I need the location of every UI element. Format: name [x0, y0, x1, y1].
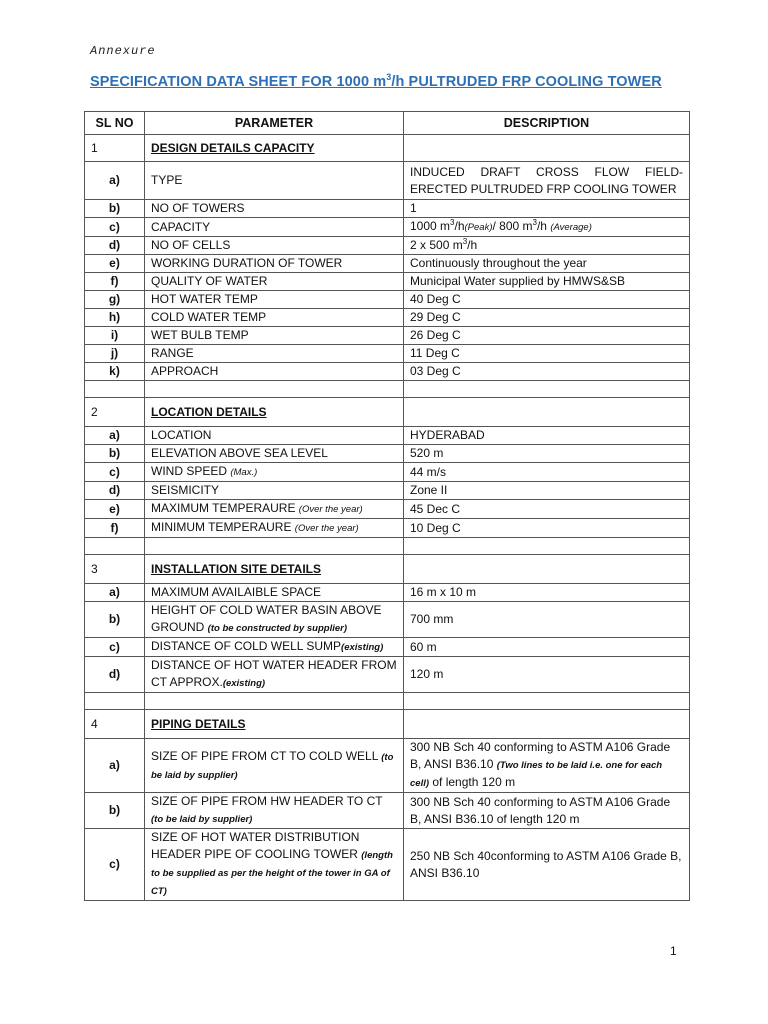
row-parameter — [145, 602, 404, 638]
row-index: f) — [85, 519, 145, 538]
capacity-average: / 800 m — [492, 219, 533, 233]
annexure-label: Annexure — [90, 44, 156, 58]
row-description: 44 m/s — [404, 463, 690, 482]
table-row — [85, 829, 690, 901]
superscript: 3 — [532, 218, 537, 227]
row-description: 26 Deg C — [404, 327, 690, 345]
header-sl-no: SL NO — [85, 112, 145, 135]
header-parameter: PARAMETER — [145, 112, 404, 135]
param-text: WIND SPEED — [151, 464, 231, 478]
row-description: 1 — [404, 200, 690, 218]
page-number: 1 — [670, 944, 677, 958]
title-text: SPECIFICATION DATA SHEET FOR 1000 m — [90, 74, 387, 90]
note: (existing) — [341, 642, 384, 653]
section-title: INSTALLATION SITE DETAILS — [145, 555, 404, 584]
table-row — [85, 273, 690, 291]
section-row — [85, 555, 690, 584]
section-row — [85, 135, 690, 162]
table-row — [85, 584, 690, 602]
row-parameter — [145, 657, 404, 693]
title-text-tail: /h PULTRUDED FRP COOLING TOWER — [391, 74, 662, 90]
section-row — [85, 398, 690, 427]
row-description: 60 m — [404, 638, 690, 657]
table-row — [85, 793, 690, 829]
spacer-row — [85, 381, 690, 398]
section-number: 1 — [85, 135, 145, 162]
table-row — [85, 327, 690, 345]
section-number: 3 — [85, 555, 145, 584]
row-description: Continuously throughout the year — [404, 255, 690, 273]
empty-cell — [404, 538, 690, 555]
row-index: a) — [85, 584, 145, 602]
empty-cell — [85, 693, 145, 710]
empty-cell — [404, 398, 690, 427]
table-row — [85, 200, 690, 218]
row-index: i) — [85, 327, 145, 345]
row-parameter: SEISMICITY — [145, 482, 404, 500]
table-row — [85, 255, 690, 273]
row-parameter: LOCATION — [145, 427, 404, 445]
param-text: MINIMUM TEMPERAURE — [151, 520, 295, 534]
row-description — [404, 237, 690, 255]
row-description: Zone II — [404, 482, 690, 500]
row-index: c) — [85, 638, 145, 657]
row-description: 29 Deg C — [404, 309, 690, 327]
empty-cell — [145, 693, 404, 710]
capacity-peak: 1000 m — [410, 219, 451, 233]
row-parameter: ELEVATION ABOVE SEA LEVEL — [145, 445, 404, 463]
row-description: 10 Deg C — [404, 519, 690, 538]
section-title: DESIGN DETAILS CAPACITY — [145, 135, 404, 162]
row-parameter: COLD WATER TEMP — [145, 309, 404, 327]
section-number: 2 — [85, 398, 145, 427]
row-parameter — [145, 793, 404, 829]
row-parameter — [145, 500, 404, 519]
table-row — [85, 345, 690, 363]
unit: /h — [454, 219, 465, 233]
row-parameter: WORKING DURATION OF TOWER — [145, 255, 404, 273]
row-description: 11 Deg C — [404, 345, 690, 363]
row-parameter: RANGE — [145, 345, 404, 363]
row-parameter: QUALITY OF WATER — [145, 273, 404, 291]
row-parameter: APPROACH — [145, 363, 404, 381]
param-text: MAXIMUM TEMPERAURE — [151, 501, 299, 515]
param-text: SIZE OF PIPE FROM HW HEADER TO CT — [151, 794, 383, 808]
unit: /h — [467, 238, 478, 252]
superscript: 3 — [450, 218, 455, 227]
row-index: e) — [85, 255, 145, 273]
table-row — [85, 363, 690, 381]
spacer-row — [85, 693, 690, 710]
row-description: 520 m — [404, 445, 690, 463]
cells-value: 2 x 500 m — [410, 238, 463, 252]
row-parameter: CAPACITY — [145, 218, 404, 237]
row-index: j) — [85, 345, 145, 363]
table-row — [85, 739, 690, 793]
row-index: c) — [85, 218, 145, 237]
row-index: d) — [85, 237, 145, 255]
row-index: d) — [85, 657, 145, 693]
row-index: g) — [85, 291, 145, 309]
row-parameter — [145, 519, 404, 538]
table-row — [85, 427, 690, 445]
document-title — [90, 74, 710, 90]
row-parameter: NO OF TOWERS — [145, 200, 404, 218]
row-description: 120 m — [404, 657, 690, 693]
param-text: HEIGHT OF COLD WATER BASIN ABOVE GROUND — [151, 603, 382, 634]
empty-cell — [404, 693, 690, 710]
row-index: b) — [85, 793, 145, 829]
section-number: 4 — [85, 710, 145, 739]
empty-cell — [85, 381, 145, 398]
unit: /h — [536, 219, 551, 233]
empty-cell — [404, 555, 690, 584]
row-index: f) — [85, 273, 145, 291]
table-row — [85, 463, 690, 482]
table-row — [85, 237, 690, 255]
row-index: h) — [85, 309, 145, 327]
note: (Peak) — [464, 222, 493, 233]
param-text: DISTANCE OF HOT WATER HEADER FROM CT APPROX. — [151, 658, 397, 689]
empty-cell — [404, 710, 690, 739]
note: (Over the year) — [298, 504, 363, 515]
row-index: c) — [85, 463, 145, 482]
row-index: c) — [85, 829, 145, 901]
superscript: 3 — [462, 237, 468, 246]
row-index: b) — [85, 445, 145, 463]
table-row — [85, 218, 690, 237]
row-description: 300 NB Sch 40 conforming to ASTM A106 Grade B, ANSI B36.10 of length 120 m — [404, 793, 690, 829]
row-parameter — [145, 463, 404, 482]
row-parameter — [145, 638, 404, 657]
note: (to be constructed by supplier) — [207, 623, 348, 634]
row-description: 40 Deg C — [404, 291, 690, 309]
param-text: DISTANCE OF COLD WELL SUMP — [151, 639, 342, 653]
row-index: b) — [85, 200, 145, 218]
table-row — [85, 519, 690, 538]
row-parameter — [145, 739, 404, 793]
row-index: a) — [85, 427, 145, 445]
specification-table — [84, 111, 690, 901]
table-row — [85, 445, 690, 463]
section-title: PIPING DETAILS — [145, 710, 404, 739]
row-parameter: HOT WATER TEMP — [145, 291, 404, 309]
param-text: SIZE OF HOT WATER DISTRIBUTION HEADER PIPE OF COOLING TOWER — [151, 830, 362, 861]
row-index: e) — [85, 500, 145, 519]
row-description: HYDERABAD — [404, 427, 690, 445]
table-row — [85, 291, 690, 309]
table-row — [85, 162, 690, 200]
empty-cell — [404, 135, 690, 162]
row-parameter: NO OF CELLS — [145, 237, 404, 255]
title-superscript: 3 — [386, 72, 392, 83]
row-description — [404, 739, 690, 793]
row-index: a) — [85, 739, 145, 793]
row-parameter: MAXIMUM AVAILAIBLE SPACE — [145, 584, 404, 602]
desc-text: 300 NB Sch 40 conforming to ASTM A106 Grade B, ANSI B36.10 — [410, 740, 671, 771]
row-description: 45 Dec C — [404, 500, 690, 519]
note: (Two lines to be laid i.e. one for each cell) — [410, 760, 663, 789]
row-parameter — [145, 829, 404, 901]
row-description: 16 m x 10 m — [404, 584, 690, 602]
row-description: 700 mm — [404, 602, 690, 638]
table-row — [85, 482, 690, 500]
section-title: LOCATION DETAILS — [145, 398, 404, 427]
row-description: 03 Deg C — [404, 363, 690, 381]
table-row — [85, 638, 690, 657]
table-row — [85, 309, 690, 327]
empty-cell — [85, 538, 145, 555]
row-index: b) — [85, 602, 145, 638]
row-description — [404, 218, 690, 237]
note: (to be laid by supplier) — [151, 751, 394, 781]
table-row — [85, 602, 690, 638]
row-description: Municipal Water supplied by HMWS&SB — [404, 273, 690, 291]
empty-cell — [145, 381, 404, 398]
desc-tail: of length 120 m — [429, 775, 516, 789]
row-description: INDUCED DRAFT CROSS FLOW FIELD-ERECTED PULTRUDED FRP COOLING TOWER — [404, 162, 690, 200]
note: (Max.) — [230, 467, 258, 478]
section-row — [85, 710, 690, 739]
param-text: SIZE OF PIPE FROM CT TO COLD WELL — [151, 748, 382, 763]
row-description: 250 NB Sch 40conforming to ASTM A106 Grade B, ANSI B36.10 — [404, 829, 690, 901]
table-row — [85, 500, 690, 519]
note: (to be laid by supplier) — [151, 814, 253, 825]
table-header-row — [85, 112, 690, 135]
row-parameter: WET BULB TEMP — [145, 327, 404, 345]
note: (length to be supplied as per the height of the tower in GA of CT) — [151, 850, 393, 897]
row-index: a) — [85, 162, 145, 200]
header-description: DESCRIPTION — [404, 112, 690, 135]
row-parameter: TYPE — [145, 162, 404, 200]
empty-cell — [404, 381, 690, 398]
spacer-row — [85, 538, 690, 555]
row-index: d) — [85, 482, 145, 500]
note: (existing) — [222, 678, 266, 689]
row-index: k) — [85, 363, 145, 381]
table-row — [85, 657, 690, 693]
empty-cell — [145, 538, 404, 555]
note: (Over the year) — [294, 523, 359, 534]
note: (Average) — [550, 222, 592, 233]
